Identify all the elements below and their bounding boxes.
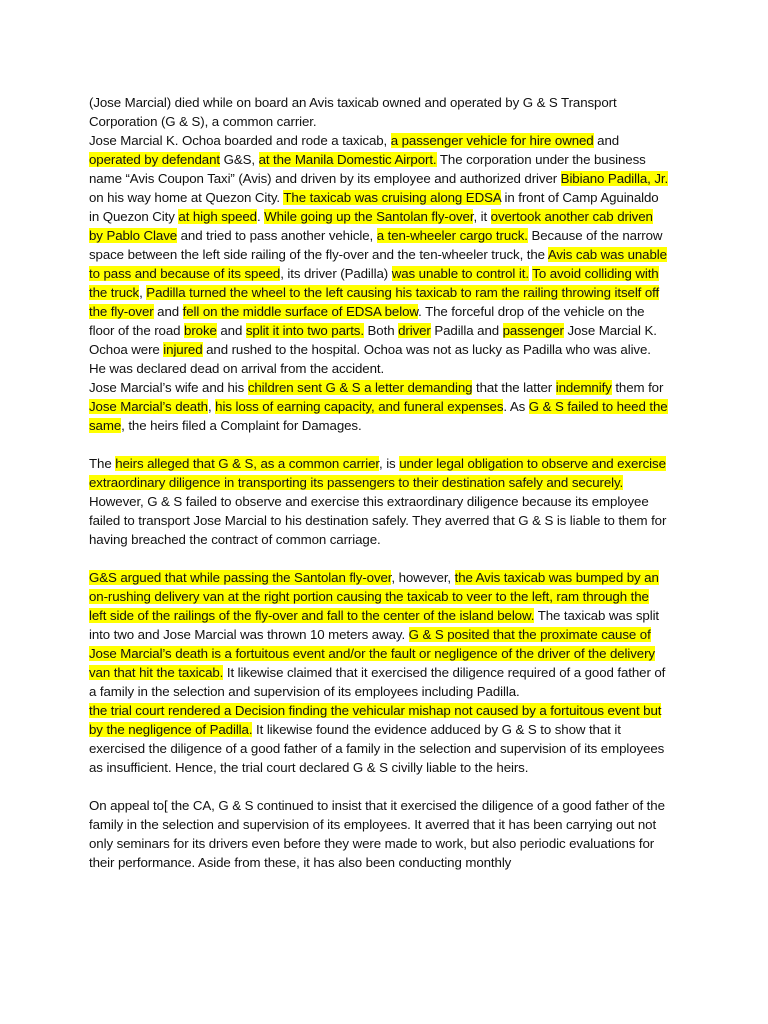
paragraph <box>89 568 669 701</box>
paragraph <box>89 93 669 131</box>
highlighted-text: children sent G & S a letter demanding <box>247 380 473 395</box>
highlighted-text: heirs alleged that G & S, as a common carrier <box>115 456 379 471</box>
text-run: The taxicab was split into two and Jose Marcial was thrown 10 meters away. <box>89 608 660 642</box>
text-run: Padilla and <box>430 323 503 338</box>
highlighted-text: While going up the Santolan fly-over <box>264 209 474 224</box>
highlighted-text: injured <box>163 342 203 357</box>
text-run: Jose Marcial K. Ochoa boarded and rode a taxicab, <box>89 133 391 148</box>
highlighted-text: overtook another cab driven by Pablo Clave <box>89 209 653 243</box>
highlighted-text: passenger <box>502 323 564 338</box>
highlighted-text: driver <box>398 323 431 338</box>
text-run: , it <box>473 209 491 224</box>
highlighted-text: under legal obligation to observe and exercise extraordinary diligence in transporting its passengers to their destination safely and securely. <box>89 456 666 490</box>
highlighted-text: To avoid colliding with the truck <box>89 266 659 300</box>
highlighted-text: Padilla turned the wheel to the left causing his taxicab to ram the railing throwing itself off the fly-over <box>89 285 660 319</box>
text-run: , <box>207 399 216 414</box>
paragraph-spacer <box>89 777 669 796</box>
text-run: that the latter <box>472 380 556 395</box>
paragraph <box>89 378 669 435</box>
paragraph <box>89 492 669 549</box>
highlighted-text: fell on the middle surface of EDSA below <box>182 304 419 319</box>
highlighted-text: Jose Marcial’s death <box>89 399 208 414</box>
text-run: Because of the narrow space between the left side railing of the fly-over and the ten-wheeler truck, the <box>89 228 663 262</box>
text-run: The corporation under the business name “Avis Coupon Taxi” (Avis) and driven by its employee and authorized driver <box>89 152 646 186</box>
paragraph-spacer <box>89 549 669 568</box>
text-run: and <box>153 304 183 319</box>
text-run: Both <box>363 323 399 338</box>
text-run: in front of Camp Aguinaldo in Quezon City <box>89 190 659 224</box>
text-run: It likewise found the evidence adduced by G & S to show that it exercised the diligence of a good father of a family in the selection and supervision of its employees as insufficient. Hence, the trial court declared G & S civilly liable to the heirs. <box>89 722 665 775</box>
document-body <box>89 93 669 872</box>
highlighted-text: G & S posited that the proximate cause of Jose Marcial’s death is a fortuitous event and/or the fault or negligence of the driver of the delivery van that hit the taxicab. <box>89 627 655 680</box>
text-run: G&S, <box>219 152 259 167</box>
text-run: However, G & S failed to observe and exercise this extraordinary diligence because its employee failed to transport Jose Marcial to his destination safely. They averred that G & S is liable to them for having breached the contract of common carriage. <box>89 494 667 547</box>
paragraph <box>89 454 669 492</box>
text-run: Jose Marcial K. Ochoa were <box>89 323 657 357</box>
paragraph <box>89 796 669 872</box>
text-run: on his way home at Quezon City. <box>89 190 284 205</box>
text-run: . <box>256 209 265 224</box>
highlighted-text: G&S argued that while passing the Santolan fly-over <box>89 570 392 585</box>
text-run: , however, <box>391 570 455 585</box>
highlighted-text: G & S failed to heed the same <box>89 399 668 433</box>
highlighted-text: Bibiano Padilla, Jr. <box>560 171 669 186</box>
text-run: . As <box>503 399 529 414</box>
highlighted-text: was unable to control it. <box>391 266 529 281</box>
text-run: and tried to pass another vehicle, <box>177 228 377 243</box>
highlighted-text: indemnify <box>555 380 612 395</box>
paragraph <box>89 701 669 777</box>
text-run: , <box>139 285 147 300</box>
paragraph-spacer <box>89 435 669 454</box>
text-run: . The forceful drop of the vehicle on the floor of the road <box>89 304 645 338</box>
text-run: Jose Marcial’s wife and his <box>89 380 248 395</box>
text-run: and <box>593 133 620 148</box>
highlighted-text: a ten-wheeler cargo truck. <box>376 228 528 243</box>
highlighted-text: his loss of earning capacity, and funeral expenses <box>215 399 504 414</box>
highlighted-text: a passenger vehicle for hire owned <box>390 133 594 148</box>
highlighted-text: the Avis taxicab was bumped by an on-rushing delivery van at the right portion causing the taxicab to veer to the left, ram through the left side of the railings of the fly-over and fall to the center of the island below. <box>89 570 659 623</box>
highlighted-text: Avis cab was unable to pass and because of its speed <box>89 247 667 281</box>
text-run: and <box>216 323 246 338</box>
highlighted-text: at the Manila Domestic Airport. <box>258 152 437 167</box>
paragraph <box>89 131 669 378</box>
text-run: (Jose Marcial) died while on board an Avis taxicab owned and operated by G & S Transport Corporation (G & S), a common carrier. <box>89 95 617 129</box>
highlighted-text: broke <box>184 323 217 338</box>
text-run: and rushed to the hospital. Ochoa was not as lucky as Padilla who was alive. He was declared dead on arrival from the accident. <box>89 342 651 376</box>
highlighted-text: at high speed <box>178 209 257 224</box>
text-run: It likewise claimed that it exercised the diligence required of a good father of a family in the selection and supervision of its employees including Padilla. <box>89 665 666 699</box>
text-run: , is <box>379 456 400 471</box>
text-run: The <box>89 456 116 471</box>
text-run: them for <box>611 380 664 395</box>
highlighted-text: The taxicab was cruising along EDSA <box>283 190 501 205</box>
highlighted-text: operated by defendant <box>89 152 220 167</box>
highlighted-text: the trial court rendered a Decision finding the vehicular mishap not caused by a fortuitous event but by the negligence of Padilla. <box>89 703 662 737</box>
text-run: , its driver (Padilla) <box>280 266 392 281</box>
highlighted-text: split it into two parts. <box>245 323 364 338</box>
text-run: On appeal to[ the CA, G & S continued to insist that it exercised the diligence of a good father of the family in the selection and supervision of its employees. It averred that it has been carrying out not only seminars for its drivers even before they were made to work, but also periodic evaluations for their performance. Aside from these, it has also been conducting monthly <box>89 798 665 870</box>
text-run: , the heirs filed a Complaint for Damages. <box>121 418 362 433</box>
